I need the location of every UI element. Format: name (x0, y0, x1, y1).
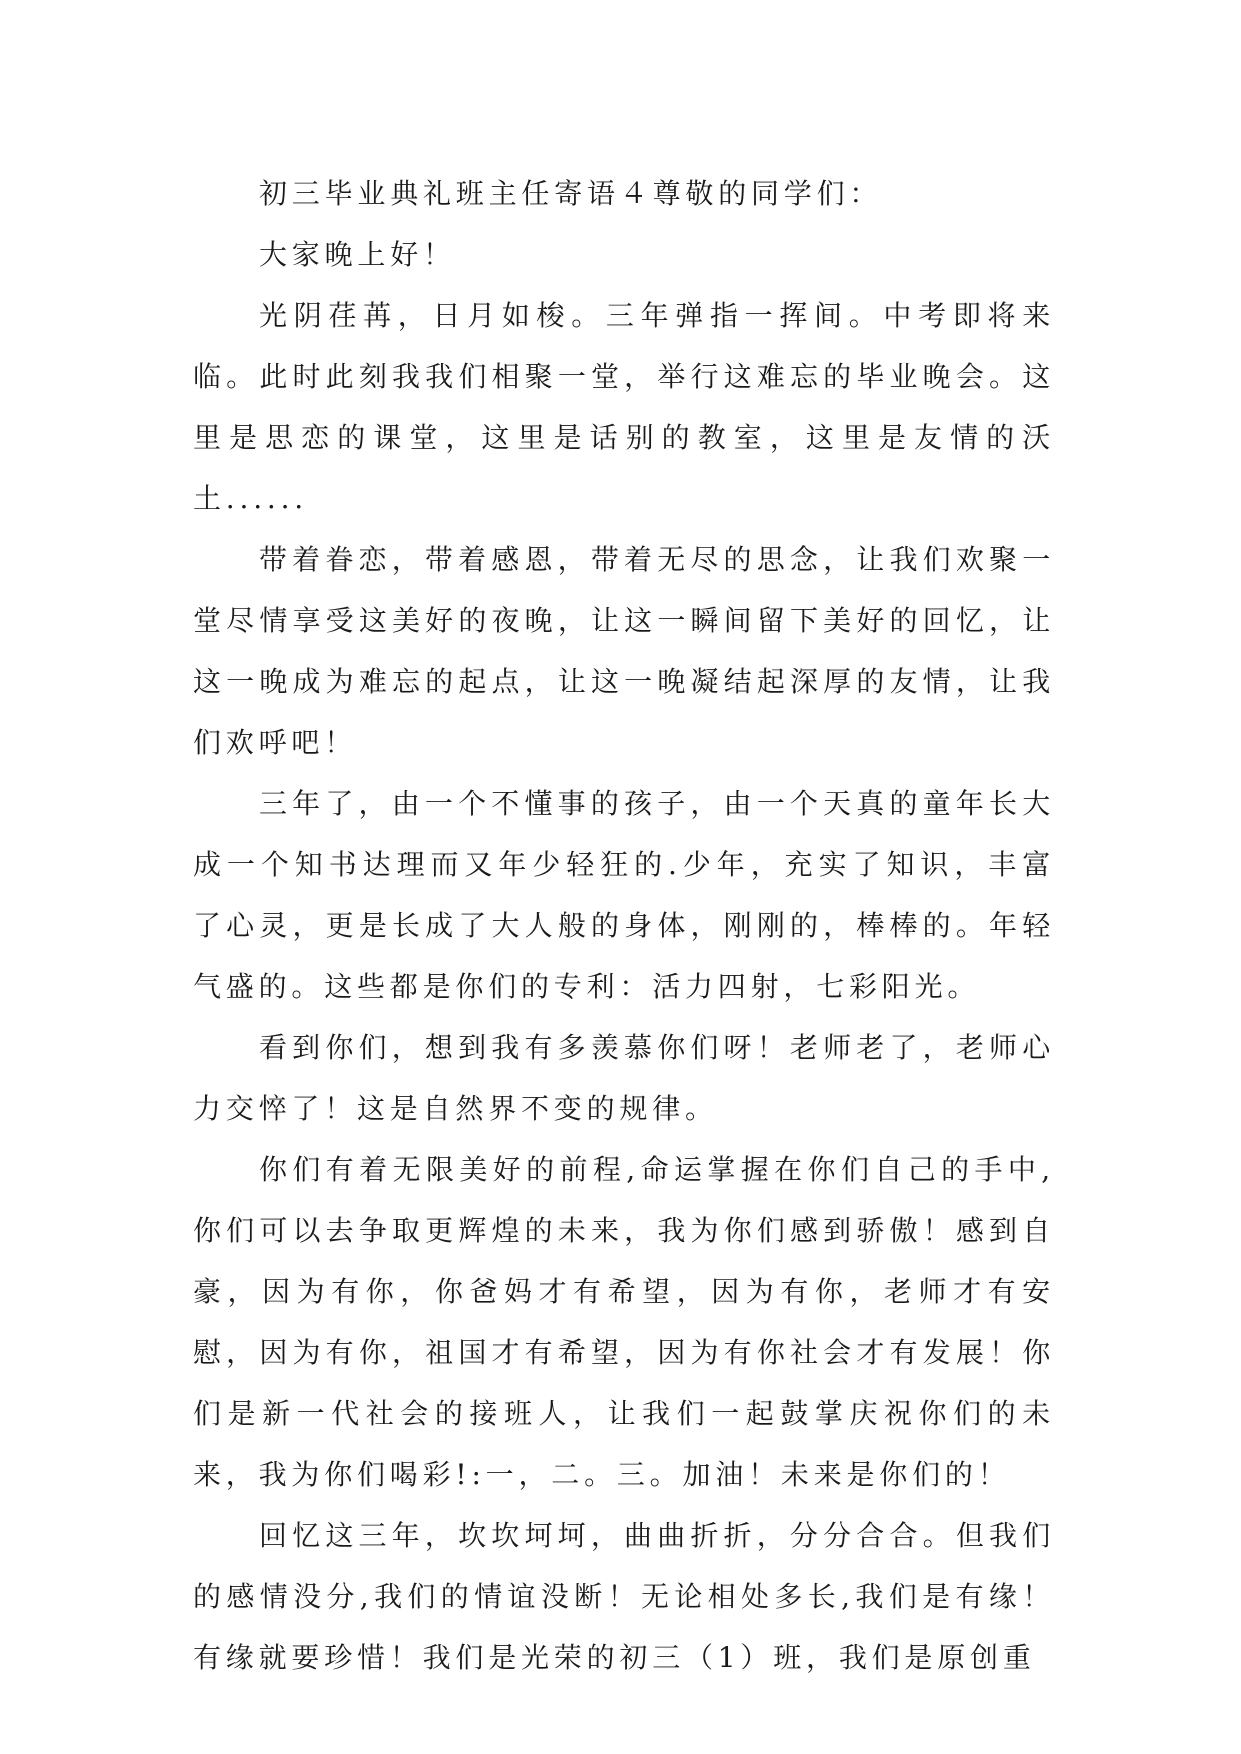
document-body (193, 163, 1055, 1688)
document-title-line: 初三毕业典礼班主任寄语４尊敬的同学们： (259, 177, 883, 210)
body-paragraph: 回忆这三年，坎坎坷坷，曲曲折折，分分合合。但我们的感情没分,我们的情谊没断！无论相处多长,我们是有缘！有缘就要珍惜！我们是光荣的初三（1）班，我们是原创重 (193, 1519, 1055, 1674)
body-paragraph: 带着眷恋，带着感恩，带着无尽的思念，让我们欢聚一堂尽情享受这美好的夜晚，让这一瞬间留下美好的回忆，让这一晚成为难忘的起点，让这一晚凝结起深厚的友情，让我们欢呼吧！ (193, 543, 1055, 759)
body-paragraph: 看到你们，想到我有多羡慕你们呀！老师老了，老师心力交悴了！这是自然界不变的规律。 (193, 1031, 1055, 1125)
body-paragraph: 光阴荏苒，日月如梭。三年弹指一挥间。中考即将来临。此时此刻我我们相聚一堂，举行这难忘的毕业晚会。这里是思恋的课堂，这里是话别的教室，这里是友情的沃土...... (193, 299, 1055, 515)
greeting-paragraph: 大家晚上好！ (259, 238, 456, 271)
body-paragraph: 三年了，由一个不懂事的孩子，由一个天真的童年长大成一个知书达理而又年少轻狂的.少年，充实了知识，丰富了心灵，更是长成了大人般的身体，刚刚的，棒棒的。年轻气盛的。这些都是你们的专利：活力四射，七彩阳光。 (193, 787, 1055, 1003)
body-paragraph: 你们有着无限美好的前程,命运掌握在你们自己的手中,你们可以去争取更辉煌的未来，我为你们感到骄傲！感到自豪，因为有你，你爸妈才有希望，因为有你，老师才有安慰，因为有你，祖国才有希望，因为有你社会才有发展！你们是新一代社会的接班人，让我们一起鼓掌庆祝你们的未来，我为你们喝彩!:一，二。三。加油！未来是你们的！ (193, 1153, 1055, 1491)
